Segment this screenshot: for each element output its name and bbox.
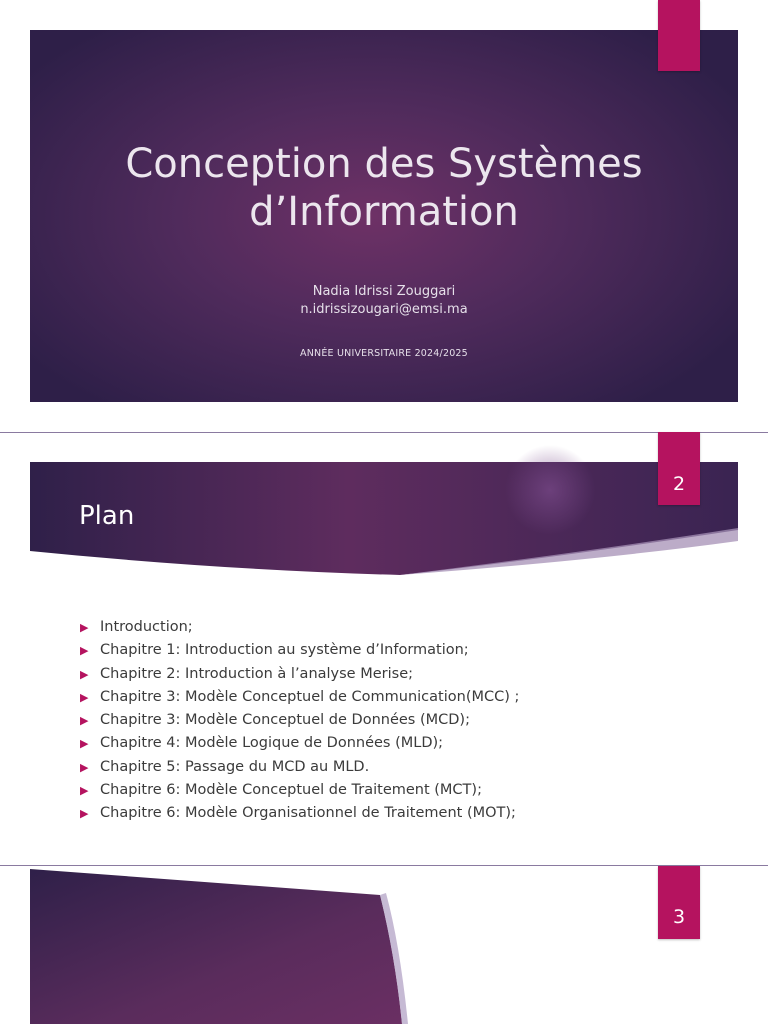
slide-1-author-block (0, 283, 768, 319)
triangle-right-icon: ▶ (80, 690, 89, 704)
triangle-right-icon: ▶ (80, 737, 89, 751)
plan-list (80, 616, 519, 826)
slide-2-number-tab: 2 (658, 432, 700, 505)
list-item: ▶ Chapitre 1: Introduction au système d’Information; (80, 639, 519, 662)
triangle-right-icon: ▶ (80, 807, 89, 821)
list-item: ▶ Introduction; (80, 616, 519, 639)
list-item: ▶ Chapitre 3: Modèle Conceptuel de Communication(MCC) ; (80, 686, 519, 709)
list-item: ▶ Chapitre 5: Passage du MCD au MLD. (80, 756, 519, 779)
author-name: Nadia Idrissi Zouggari (312, 284, 456, 299)
triangle-right-icon: ▶ (80, 714, 89, 728)
slide-1-title (0, 140, 768, 236)
slide-divider (0, 432, 768, 433)
author-email: n.idrissizougari@emsi.ma (300, 302, 468, 317)
slide-1-accent-tab (658, 0, 700, 71)
slide-3-number-tab: 3 (658, 866, 700, 939)
slide-3-side-panel (0, 865, 768, 1024)
triangle-right-icon: ▶ (80, 621, 89, 634)
slide-1-title-line-2: d’Information (249, 189, 519, 235)
triangle-right-icon: ▶ (80, 644, 89, 658)
list-item: ▶ Chapitre 6: Modèle Organisationnel de Traitement (MOT); (80, 802, 519, 825)
list-item: ▶ Chapitre 4: Modèle Logique de Données (MLD); (80, 732, 519, 755)
list-item: ▶ Chapitre 6: Modèle Conceptuel de Traitement (MCT); (80, 779, 519, 802)
list-item: ▶ Chapitre 3: Modèle Conceptuel de Données (MCD); (80, 709, 519, 732)
slide-1-title-line-1: Conception des Systèmes (125, 141, 643, 187)
slide-2-title: Plan (79, 501, 135, 531)
triangle-right-icon: ▶ (80, 667, 89, 681)
triangle-right-icon: ▶ (80, 784, 89, 798)
academic-year: ANNÉE UNIVERSITAIRE 2024/2025 (300, 348, 468, 359)
triangle-right-icon: ▶ (80, 760, 89, 774)
list-item: ▶ Chapitre 2: Introduction à l’analyse Merise; (80, 663, 519, 686)
